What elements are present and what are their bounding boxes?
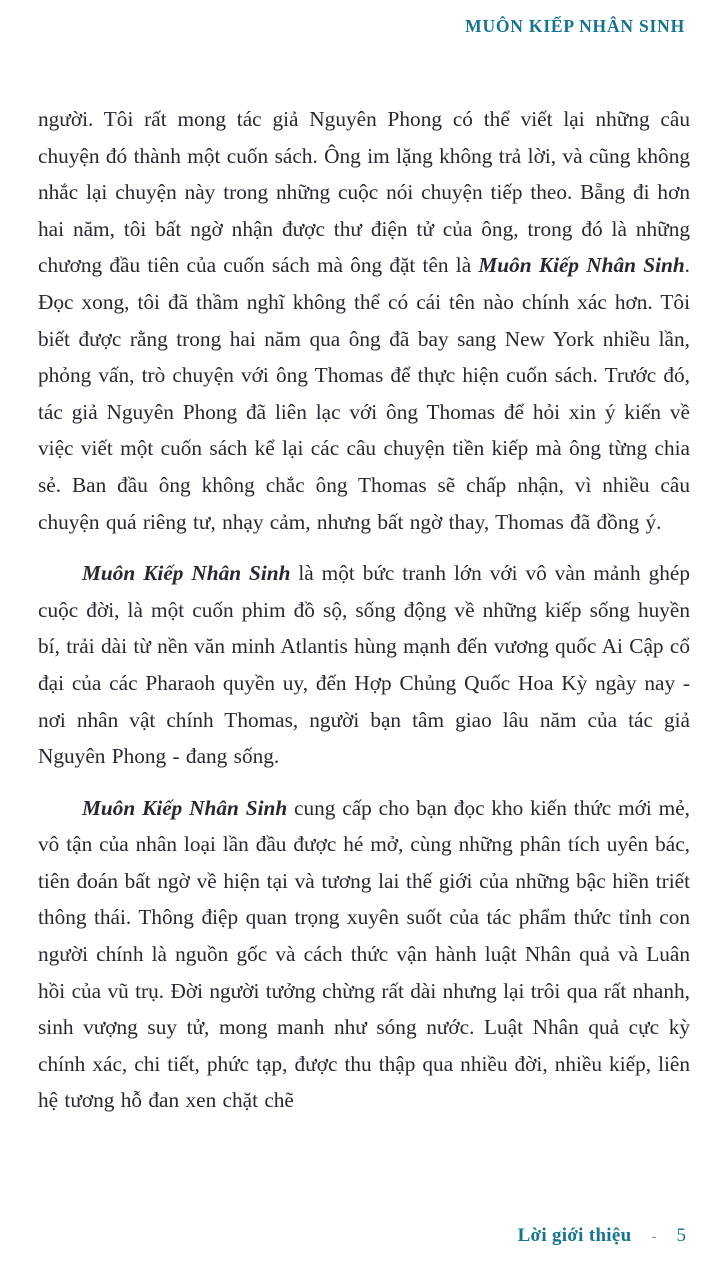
paragraph-1-text-pre: người. Tôi rất mong tác giả Nguyên Phong có thể viết lại những câu chuyện đó thành một cuốn sách. Ông im lặng không trả lời, và cũng không nhắc lại chuyện này trong những cuộc nói chuyện tiếp theo. Bẵng đi hơn hai năm, tôi bất ngờ nhận được thư điện tử của ông, trong đó là những chương đầu tiên của cuốn sách mà ông đặt tên là [38,107,690,278]
page-footer [518,1225,686,1247]
footer-section-title: Lời giới thiệu [517,1225,632,1246]
paragraph-2 [38,555,690,775]
footer-separator: - [651,1229,657,1245]
running-header-title: MUÔN KIẾP NHÂN SINH [465,16,685,36]
page-body [38,101,690,1119]
paragraph-1-text-post: . Đọc xong, tôi đã thầm nghĩ không thể có cái tên nào chính xác hơn. Tôi biết được rằng trong hai năm qua ông đã bay sang New York nhiều lần, phỏng vấn, trò chuyện với ông Thomas để thực hiện cuốn sách. Trước đó, tác giả Nguyên Phong đã liên lạc với ông Thomas để hỏi xin ý kiến về việc viết một cuốn sách kể lại các câu chuyện tiền kiếp mà ông từng chia sẻ. Ban đầu ông không chắc ông Thomas sẽ chấp nhận, vì nhiều câu chuyện quá riêng tư, nhạy cảm, nhưng bất ngờ thay, Thomas đã đồng ý. [38,253,690,534]
paragraph-1 [38,101,690,540]
footer-page-number: 5 [676,1225,686,1246]
book-title-emphasis: Muôn Kiếp Nhân Sinh [82,561,291,586]
paragraph-3-text: cung cấp cho bạn đọc kho kiến thức mới mẻ, vô tận của nhân loại lần đầu được hé mở, cùng những phân tích uyên bác, tiên đoán bất ngờ về hiện tại và tương lai thế giới của những bậc hiền triết thông thái. Thông điệp quan trọng xuyên suốt của tác phẩm thức tỉnh con người chính là nguồn gốc và cách thức vận hành luật Nhân quả và Luân hồi của vũ trụ. Đời người tưởng chừng rất dài nhưng lại trôi qua rất nhanh, sinh vượng suy tử, mong manh như sóng nước. Luật Nhân quả cực kỳ chính xác, chi tiết, phức tạp, được thu thập qua nhiều đời, nhiều kiếp, liên hệ tương hỗ đan xen chặt chẽ [38,795,690,1113]
paragraph-2-text: là một bức tranh lớn với vô vàn mảnh ghép cuộc đời, là một cuốn phim đồ sộ, sống động về những kiếp sống huyền bí, trải dài từ nền văn minh Atlantis hùng mạnh đến vương quốc Ai Cập cổ đại của các Pharaoh quyền uy, đến Hợp Chủng Quốc Hoa Kỳ ngày nay - nơi nhân vật chính Thomas, người bạn tâm giao lâu năm của tác giả Nguyên Phong - đang sống. [38,561,690,769]
book-title-emphasis: Muôn Kiếp Nhân Sinh [82,795,288,820]
book-title-emphasis: Muôn Kiếp Nhân Sinh [478,253,685,278]
paragraph-3 [38,790,690,1119]
